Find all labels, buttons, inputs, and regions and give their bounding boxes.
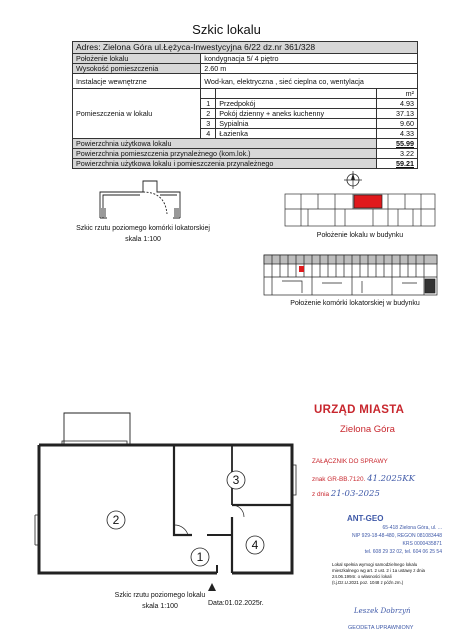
surveyor-signature: Leszek Dobrzyń [354,607,411,615]
location-label: Położenie lokalu [73,54,201,64]
company-stamp-details [312,524,442,556]
storage-scale-caption: skala 1:100 [125,236,161,243]
total-area-value: 59.21 [377,159,418,169]
company-stamp-line: NIP 929-18-48-480, REGON 081083448 [352,533,442,539]
address-row [73,42,418,54]
room-area: 4.93 [377,99,418,109]
area-unit: m² [377,89,418,99]
room-2-label: 2 [112,513,120,527]
ancillary-area-row [73,149,418,159]
location-row [73,54,418,64]
company-stamp-line: KRS 0000435871 [402,541,442,547]
company-stamp-name: ANT-GEO [347,514,384,523]
total-area-row [73,159,418,169]
storage-location-caption: Położenie komórki lokatorskiej w budynku [290,300,420,307]
ancillary-area-value: 3.22 [377,149,418,159]
surveyor-role: GEODETA UPRAWNIONY [348,625,414,631]
annex-date [312,489,380,499]
room-number: 3 [201,119,216,129]
height-label: Wysokość pomieszczenia [73,64,201,74]
room-area: 4.33 [377,129,418,139]
room-number: 1 [201,99,216,109]
room-3-label: 3 [232,473,240,487]
surveyor-statement-line: mieszkalnego wg art. 2 ust. 2 i 1a ustawy z dnia [332,568,425,573]
room-number: 4 [201,129,216,139]
room-name: Przedpokój [216,99,377,109]
office-stamp-line1: URZĄD MIASTA [314,404,405,416]
document-title: Szkic lokalu [192,22,261,37]
entrance-arrow-icon [208,583,216,591]
annex-stamp-title: ZAŁĄCZNIK DO SPRAWY [312,458,388,465]
company-stamp-line: tel. 608 29 32 02, tel. 604 06 25 54 [364,549,442,555]
surveyor-statement-line: Lokal spełnia wymogi samodzielnego lokalu [332,562,418,567]
storage-location-plan [262,253,440,298]
installations-label: Instalacje wewnętrzne [73,74,201,89]
annex-date-prefix: z dnia [312,491,330,498]
apartment-highlight [354,195,382,208]
usable-area-label: Powierzchnia użytkowa lokalu [73,139,377,149]
height-row [73,64,418,74]
room-number: 2 [201,109,216,119]
rooms-label: Pomieszczenia w lokalu [73,89,201,139]
annex-case [312,474,415,484]
document-date: Data:01.02.2025r. [208,600,264,607]
north-arrow-icon [343,170,363,190]
annex-date-handwritten: 21-03-2025 [330,489,380,499]
room-name: Łazienka [216,129,377,139]
storage-room-sketch [95,178,195,226]
installations-value: Wod-kan, elektryczna , sieć cieplna co, wentylacja [201,74,418,89]
company-stamp-line: 65-418 Zielona Góra, ul. ... [382,525,442,531]
room-name: Pokój dzienny + aneks kuchenny [216,109,377,119]
surveyor-statement-line: (t.j.Dz.U.2021 poz. 1048 z późn.zm.) [332,580,404,585]
total-area-label: Powierzchnia użytkowa lokalu i pomieszczenia przynależnego [73,159,377,169]
room-4-label: 4 [251,538,259,552]
height-value: 2.60 m [201,64,418,74]
surveyor-statement-line: 24.06.1994r. o własności lokali [332,574,392,579]
unit-row [73,89,418,99]
apartment-floor-plan [22,405,302,595]
apartment-location-plan [283,191,438,229]
plan-sketch-caption: Szkic rzutu poziomego lokalu [114,592,206,599]
room-area: 37.13 [377,109,418,119]
annex-case-handwritten: 41.2025KK [367,474,415,484]
address: Adres: Zielona Góra ul.Łężyca-Inwestycyjna 6/22 dz.nr 361/328 [73,42,418,54]
apartment-location-caption: Położenie lokalu w budynku [316,232,404,239]
plan-scale-caption: skala 1:100 [142,603,178,610]
usable-area-value: 55.99 [377,139,418,149]
room-name: Sypialnia [216,119,377,129]
usable-area-row [73,139,418,149]
location-value: kondygnacja 5/ 4 piętro [201,54,418,64]
annex-case-prefix: znak GR-BB.7120. [312,476,366,483]
room-area: 9.60 [377,119,418,129]
storage-highlight [299,266,304,272]
storage-sketch-caption: Szkic rzutu poziomego komórki lokatorskiej [76,225,210,232]
room-1-label: 1 [196,550,204,564]
installations-row [73,74,418,89]
surveyor-statement [332,562,450,586]
property-info-table [72,41,418,169]
ancillary-area-label: Powierzchnia pomieszczenia przynależnego (kom.lok.) [73,149,377,159]
office-stamp-line2: Zielona Góra [340,424,395,435]
